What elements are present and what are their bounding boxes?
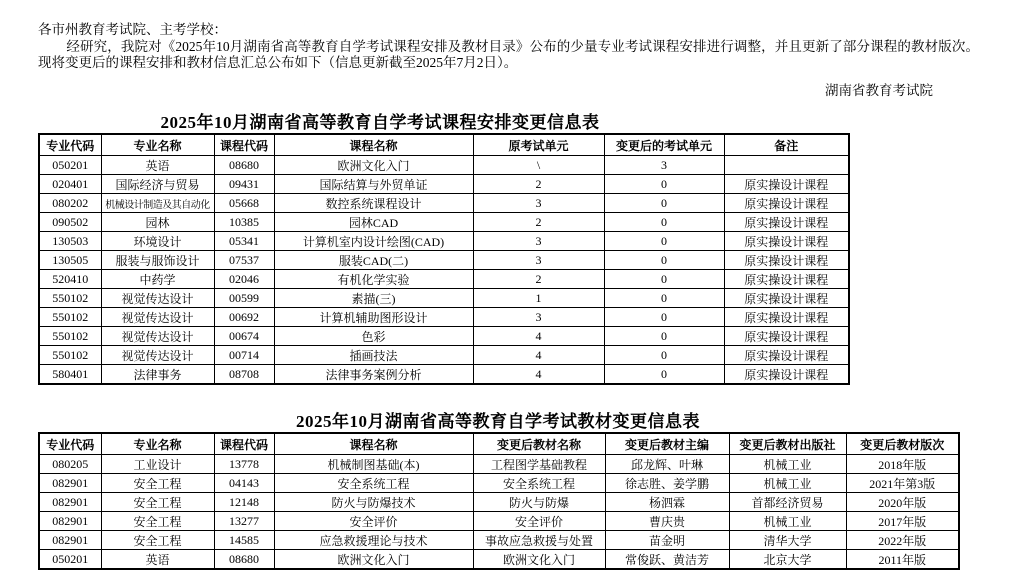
table-row (39, 175, 849, 194)
table-cell: 机械工业 (729, 455, 846, 474)
table-cell: 清华大学 (729, 531, 846, 550)
table-cell: 3 (473, 194, 604, 213)
table-cell: 0 (604, 194, 724, 213)
table-cell: 080202 (39, 194, 101, 213)
column-header: 课程代码 (214, 134, 274, 156)
table-cell: 中药学 (101, 270, 214, 289)
table-cell: 英语 (101, 550, 214, 570)
table-cell: 视觉传达设计 (101, 289, 214, 308)
table-cell: 机械工业 (729, 512, 846, 531)
table-cell: 曹庆贵 (605, 512, 729, 531)
table-cell: 0 (604, 289, 724, 308)
column-header: 专业代码 (39, 433, 101, 455)
table-cell: 欧洲文化入门 (473, 550, 605, 570)
table-cell: 视觉传达设计 (101, 308, 214, 327)
table-cell: 04143 (214, 474, 274, 493)
table-cell: 数控系统课程设计 (274, 194, 473, 213)
table-row (39, 346, 849, 365)
letter-salutation: 各市州教育考试院、主考学校： (38, 22, 227, 37)
table-cell: \ (473, 156, 604, 175)
table-cell: 09431 (214, 175, 274, 194)
table-cell: 0 (604, 308, 724, 327)
table-cell: 3 (473, 308, 604, 327)
table-cell (724, 156, 849, 175)
table-cell: 05668 (214, 194, 274, 213)
table-cell: 首都经济贸易 (729, 493, 846, 512)
table-cell: 素描(三) (274, 289, 473, 308)
table-cell: 原实操设计课程 (724, 232, 849, 251)
table-cell: 计算机室内设计绘图(CAD) (274, 232, 473, 251)
table-row (39, 365, 849, 385)
table-cell: 020401 (39, 175, 101, 194)
table-cell: 2011年版 (846, 550, 959, 570)
table-row (39, 512, 959, 531)
table-cell: 安全系统工程 (274, 474, 473, 493)
table-cell: 原实操设计课程 (724, 270, 849, 289)
table-cell: 082901 (39, 512, 101, 531)
table-cell: 082901 (39, 493, 101, 512)
table-cell: 安全评价 (473, 512, 605, 531)
table-cell: 安全系统工程 (473, 474, 605, 493)
column-header: 变更后教材版次 (846, 433, 959, 455)
table-cell: 国际经济与贸易 (101, 175, 214, 194)
table-cell: 130505 (39, 251, 101, 270)
table-row (39, 550, 959, 570)
table-header-row (39, 433, 959, 455)
table-row (39, 493, 959, 512)
column-header: 课程代码 (214, 433, 274, 455)
table-cell: 园林 (101, 213, 214, 232)
table-cell: 原实操设计课程 (724, 175, 849, 194)
table-cell: 2020年版 (846, 493, 959, 512)
column-header: 变更后教材出版社 (729, 433, 846, 455)
table-cell: 2021年第3版 (846, 474, 959, 493)
table-cell: 3 (473, 232, 604, 251)
table-row (39, 308, 849, 327)
table-cell: 4 (473, 346, 604, 365)
table-cell: 事故应急救援与处置 (473, 531, 605, 550)
table-cell: 550102 (39, 327, 101, 346)
table-cell: 欧洲文化入门 (274, 156, 473, 175)
table-row (39, 232, 849, 251)
table-cell: 英语 (101, 156, 214, 175)
table-cell: 色彩 (274, 327, 473, 346)
table-cell: 0 (604, 213, 724, 232)
table-cell: 徐志胜、姜学鹏 (605, 474, 729, 493)
table-cell: 杨泗霖 (605, 493, 729, 512)
table-cell: 082901 (39, 474, 101, 493)
table-cell: 0 (604, 175, 724, 194)
table-cell: 13778 (214, 455, 274, 474)
table-cell: 防火与防爆技术 (274, 493, 473, 512)
table-cell: 130503 (39, 232, 101, 251)
table-cell: 00714 (214, 346, 274, 365)
table-cell: 防火与防爆 (473, 493, 605, 512)
table-cell: 原实操设计课程 (724, 346, 849, 365)
table-cell: 安全工程 (101, 512, 214, 531)
table-cell: 视觉传达设计 (101, 327, 214, 346)
table-cell: 080205 (39, 455, 101, 474)
table-cell: 国际结算与外贸单证 (274, 175, 473, 194)
table-cell: 08680 (214, 156, 274, 175)
table-cell: 0 (604, 346, 724, 365)
table-cell: 07537 (214, 251, 274, 270)
column-header: 课程名称 (274, 134, 473, 156)
table-cell: 580401 (39, 365, 101, 385)
table-cell: 05341 (214, 232, 274, 251)
table-cell: 原实操设计课程 (724, 251, 849, 270)
column-header: 变更后的考试单元 (604, 134, 724, 156)
table-row (39, 531, 959, 550)
letter-signature: 湖南省教育考试院 (825, 83, 933, 98)
table-cell: 0 (604, 232, 724, 251)
table-cell: 2018年版 (846, 455, 959, 474)
table-cell: 有机化学实验 (274, 270, 473, 289)
column-header: 专业代码 (39, 134, 101, 156)
table-cell: 工程图学基础教程 (473, 455, 605, 474)
table-cell: 法律事务案例分析 (274, 365, 473, 385)
table-cell: 00674 (214, 327, 274, 346)
table-row (39, 455, 959, 474)
table-cell: 2 (473, 270, 604, 289)
table-cell: 原实操设计课程 (724, 289, 849, 308)
column-header: 专业名称 (101, 134, 214, 156)
table-cell: 4 (473, 365, 604, 385)
table-cell: 机械设计制造及其自动化 (101, 194, 214, 213)
course-change-table-title: 2025年10月湖南省高等教育自学考试课程安排变更信息表 (160, 113, 600, 132)
table-cell: 050201 (39, 550, 101, 570)
table-cell: 12148 (214, 493, 274, 512)
table-row (39, 289, 849, 308)
table-cell: 常俊跃、黄洁芳 (605, 550, 729, 570)
table-cell: 视觉传达设计 (101, 346, 214, 365)
table-cell: 苗金明 (605, 531, 729, 550)
table-cell: 插画技法 (274, 346, 473, 365)
table-cell: 3 (473, 251, 604, 270)
letter-body: 经研究，我院对《2025年10月湖南省高等教育自学考试课程安排及教材目录》公布的少量专业考试课程安排进行调整，并且更新了部分课程的教材版次。现将变更后的课程安排和教材信息汇总公布如下（信息更新截至2025年7月2日）。 (38, 39, 979, 70)
table-cell: 北京大学 (729, 550, 846, 570)
table-row (39, 474, 959, 493)
table-row (39, 270, 849, 289)
table-cell: 13277 (214, 512, 274, 531)
column-header: 备注 (724, 134, 849, 156)
table-cell: 550102 (39, 289, 101, 308)
table-cell: 环境设计 (101, 232, 214, 251)
table-cell: 邱龙辉、叶琳 (605, 455, 729, 474)
column-header: 原考试单元 (473, 134, 604, 156)
course-change-table-container (38, 133, 850, 385)
table-cell: 2 (473, 175, 604, 194)
column-header: 课程名称 (274, 433, 473, 455)
table-cell: 550102 (39, 308, 101, 327)
table-row (39, 156, 849, 175)
table-cell: 2017年版 (846, 512, 959, 531)
table-cell: 4 (473, 327, 604, 346)
table-cell: 工业设计 (101, 455, 214, 474)
table-cell: 10385 (214, 213, 274, 232)
table-cell: 服装CAD(二) (274, 251, 473, 270)
table-cell: 050201 (39, 156, 101, 175)
table-cell: 3 (604, 156, 724, 175)
table-cell: 2022年版 (846, 531, 959, 550)
table-cell: 0 (604, 327, 724, 346)
table-cell: 法律事务 (101, 365, 214, 385)
table-cell: 欧洲文化入门 (274, 550, 473, 570)
table-cell: 机械制图基础(本) (274, 455, 473, 474)
table-cell: 安全评价 (274, 512, 473, 531)
table-cell: 02046 (214, 270, 274, 289)
table-cell: 0 (604, 251, 724, 270)
table-cell: 2 (473, 213, 604, 232)
table-cell: 安全工程 (101, 531, 214, 550)
notice-letter (38, 22, 979, 99)
textbook-change-table (38, 432, 960, 570)
table-cell: 00692 (214, 308, 274, 327)
column-header: 变更后教材主编 (605, 433, 729, 455)
table-cell: 090502 (39, 213, 101, 232)
table-cell: 08708 (214, 365, 274, 385)
table-cell: 机械工业 (729, 474, 846, 493)
table-cell: 计算机辅助图形设计 (274, 308, 473, 327)
table-cell: 520410 (39, 270, 101, 289)
table-cell: 园林CAD (274, 213, 473, 232)
table-cell: 应急救援理论与技术 (274, 531, 473, 550)
table-row (39, 194, 849, 213)
table-cell: 原实操设计课程 (724, 365, 849, 385)
table-cell: 原实操设计课程 (724, 213, 849, 232)
table-cell: 原实操设计课程 (724, 327, 849, 346)
table-cell: 08680 (214, 550, 274, 570)
table-cell: 0 (604, 270, 724, 289)
table-cell: 00599 (214, 289, 274, 308)
table-cell: 原实操设计课程 (724, 308, 849, 327)
table-cell: 550102 (39, 346, 101, 365)
table-cell: 服装与服饰设计 (101, 251, 214, 270)
table-cell: 14585 (214, 531, 274, 550)
table-cell: 原实操设计课程 (724, 194, 849, 213)
table-cell: 0 (604, 365, 724, 385)
table-cell: 082901 (39, 531, 101, 550)
textbook-change-table-container (38, 432, 960, 570)
table-header-row (39, 134, 849, 156)
column-header: 变更后教材名称 (473, 433, 605, 455)
column-header: 专业名称 (101, 433, 214, 455)
table-cell: 安全工程 (101, 493, 214, 512)
table-cell: 1 (473, 289, 604, 308)
course-change-table (38, 133, 850, 385)
textbook-change-table-title: 2025年10月湖南省高等教育自学考试教材变更信息表 (296, 412, 700, 431)
table-row (39, 251, 849, 270)
table-row (39, 213, 849, 232)
table-row (39, 327, 849, 346)
table-cell: 安全工程 (101, 474, 214, 493)
